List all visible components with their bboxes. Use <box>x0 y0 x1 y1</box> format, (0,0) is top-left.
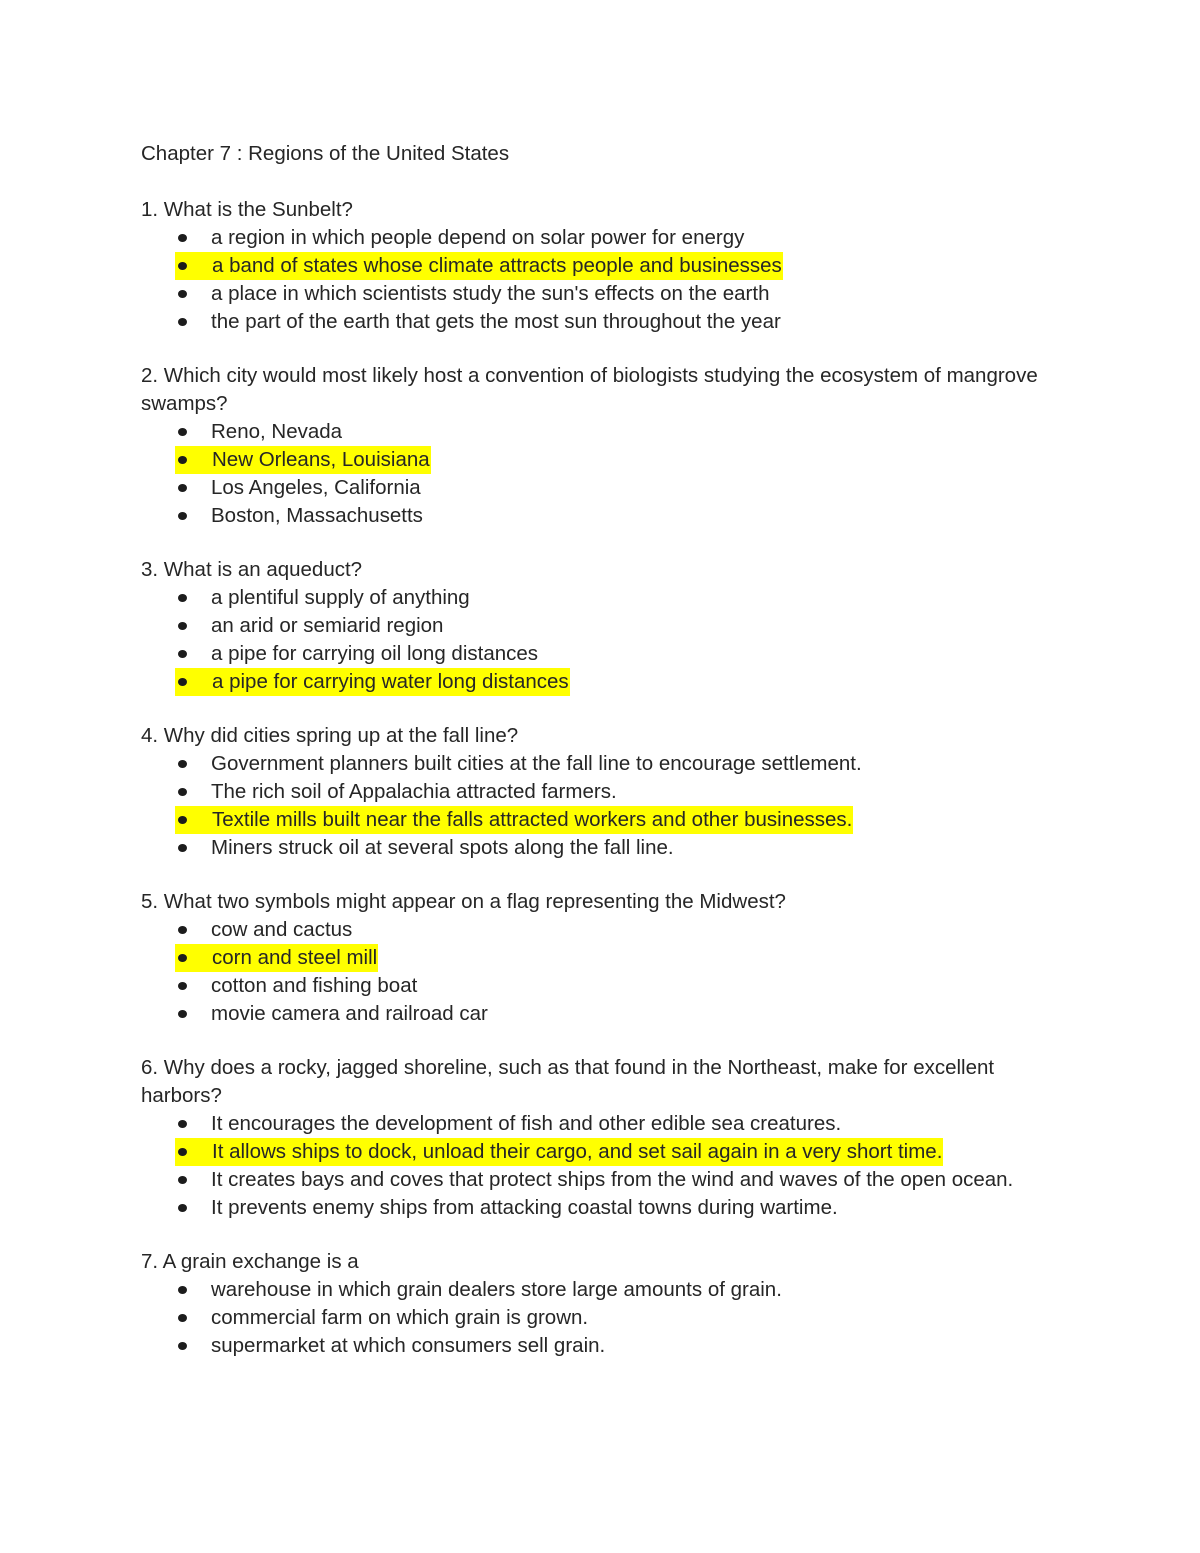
option-item: Miners struck oil at several spots along the fall line. <box>141 834 1061 862</box>
bullet-icon <box>178 1176 187 1184</box>
option-item: It creates bays and coves that protect ships from the wind and waves of the open ocean. <box>141 1166 1061 1194</box>
option-item: Boston, Massachusetts <box>141 502 1061 530</box>
bullet-icon <box>178 816 187 824</box>
question-6 <box>141 1054 1061 1222</box>
question-text: 7. A grain exchange is a <box>141 1250 359 1273</box>
option-item-highlighted: New Orleans, Louisiana <box>141 446 1061 474</box>
question-text: 4. Why did cities spring up at the fall line? <box>141 724 519 747</box>
option-item-highlighted: Textile mills built near the falls attracted workers and other businesses. <box>141 806 1061 834</box>
bullet-icon <box>178 678 187 686</box>
bullet-icon <box>178 926 187 934</box>
bullet-icon <box>178 1286 187 1294</box>
option-item-highlighted: a pipe for carrying water long distances <box>141 668 1061 696</box>
question-1 <box>141 196 1061 336</box>
document-page <box>141 140 1061 1386</box>
option-item: a region in which people depend on solar power for energy <box>141 224 1061 252</box>
bullet-icon <box>178 760 187 768</box>
bullet-icon <box>178 650 187 658</box>
option-item: cotton and fishing boat <box>141 972 1061 1000</box>
option-item: warehouse in which grain dealers store large amounts of grain. <box>141 1276 1061 1304</box>
bullet-icon <box>178 1120 187 1128</box>
bullet-icon <box>178 428 187 436</box>
bullet-icon <box>178 788 187 796</box>
option-item: It encourages the development of fish and other edible sea creatures. <box>141 1110 1061 1138</box>
option-item-highlighted: It allows ships to dock, unload their cargo, and set sail again in a very short time. <box>141 1138 1061 1166</box>
option-item: movie camera and railroad car <box>141 1000 1061 1028</box>
option-item-highlighted: corn and steel mill <box>141 944 1061 972</box>
option-item: supermarket at which consumers sell grain. <box>141 1332 1061 1360</box>
bullet-icon <box>178 318 187 326</box>
option-item: commercial farm on which grain is grown. <box>141 1304 1061 1332</box>
option-item: the part of the earth that gets the most sun throughout the year <box>141 308 1061 336</box>
question-text: 6. Why does a rocky, jagged shoreline, such as that found in the Northeast, make for excellent harbors? <box>141 1056 995 1107</box>
bullet-icon <box>178 234 187 242</box>
option-list <box>141 750 1061 862</box>
option-list <box>141 1110 1061 1222</box>
option-item: Reno, Nevada <box>141 418 1061 446</box>
bullet-icon <box>178 982 187 990</box>
question-7 <box>141 1248 1061 1360</box>
option-list <box>141 916 1061 1028</box>
question-text: 1. What is the Sunbelt? <box>141 198 353 221</box>
bullet-icon <box>178 594 187 602</box>
question-2 <box>141 362 1061 530</box>
bullet-icon <box>178 456 187 464</box>
option-list <box>141 224 1061 336</box>
bullet-icon <box>178 1342 187 1350</box>
option-item: an arid or semiarid region <box>141 612 1061 640</box>
option-item: Government planners built cities at the fall line to encourage settlement. <box>141 750 1061 778</box>
bullet-icon <box>178 1314 187 1322</box>
question-text: 3. What is an aqueduct? <box>141 558 363 581</box>
option-item-highlighted: a band of states whose climate attracts people and businesses <box>141 252 1061 280</box>
option-item: a plentiful supply of anything <box>141 584 1061 612</box>
bullet-icon <box>178 954 187 962</box>
option-item: Los Angeles, California <box>141 474 1061 502</box>
bullet-icon <box>178 844 187 852</box>
bullet-icon <box>178 484 187 492</box>
option-item: cow and cactus <box>141 916 1061 944</box>
bullet-icon <box>178 622 187 630</box>
document-title: Chapter 7 : Regions of the United States <box>141 142 510 165</box>
question-text: 2. Which city would most likely host a convention of biologists studying the ecosystem of mangrove swamps? <box>141 364 1038 415</box>
option-item: a place in which scientists study the sun's effects on the earth <box>141 280 1061 308</box>
option-list <box>141 1276 1061 1360</box>
option-item: a pipe for carrying oil long distances <box>141 640 1061 668</box>
option-list <box>141 584 1061 696</box>
option-item: The rich soil of Appalachia attracted farmers. <box>141 778 1061 806</box>
question-3 <box>141 556 1061 696</box>
bullet-icon <box>178 512 187 520</box>
question-4 <box>141 722 1061 862</box>
bullet-icon <box>178 290 187 298</box>
option-item: It prevents enemy ships from attacking coastal towns during wartime. <box>141 1194 1061 1222</box>
question-5 <box>141 888 1061 1028</box>
option-list <box>141 418 1061 530</box>
bullet-icon <box>178 1204 187 1212</box>
bullet-icon <box>178 1148 187 1156</box>
bullet-icon <box>178 1010 187 1018</box>
question-text: 5. What two symbols might appear on a flag representing the Midwest? <box>141 890 786 913</box>
bullet-icon <box>178 262 187 270</box>
